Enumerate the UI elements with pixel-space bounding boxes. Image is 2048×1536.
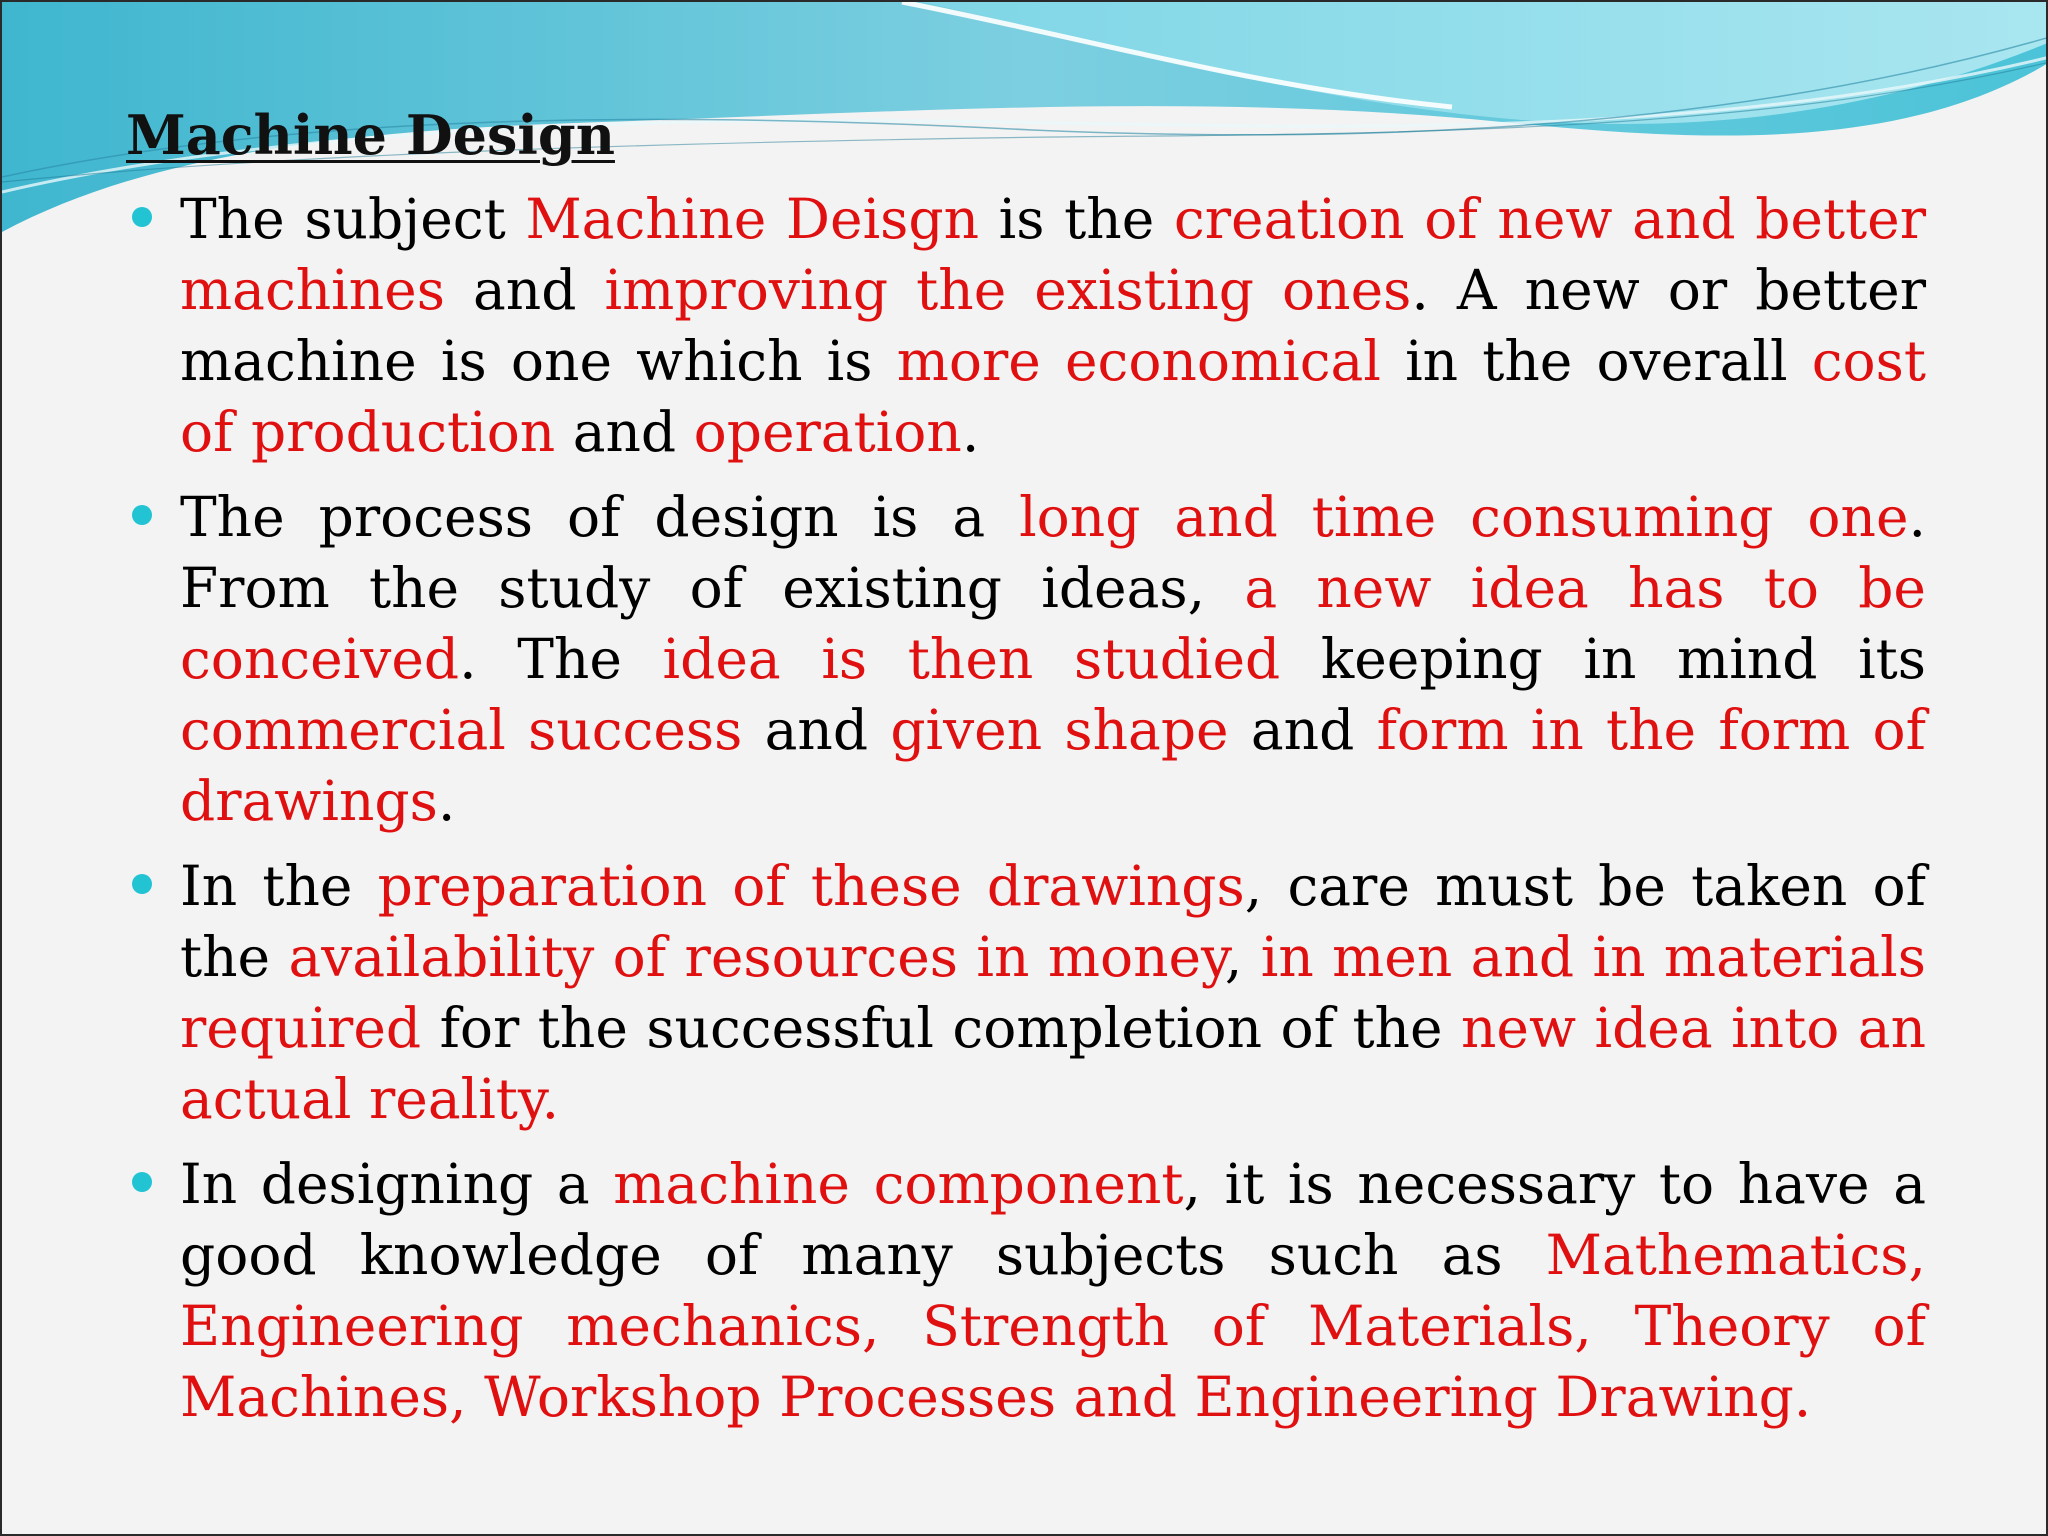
body-text: , care must be taken of the bbox=[180, 854, 1927, 989]
highlighted-text: availability of resources in money bbox=[288, 925, 1225, 989]
highlighted-text: Mathematics, Engineering mechanics, Strength of Materials, Theory of Machines, Workshop Processes and Engineering Drawing. bbox=[180, 1223, 1926, 1429]
highlighted-text: improving the existing ones bbox=[604, 258, 1412, 322]
highlighted-text: cost of production bbox=[180, 329, 1926, 464]
highlighted-text: creation of new and better machines bbox=[180, 187, 1926, 322]
highlighted-text: a new idea has to be conceived bbox=[180, 556, 1926, 691]
highlighted-text: Machine Deisgn bbox=[525, 187, 980, 251]
bullet-item bbox=[126, 184, 1926, 468]
highlighted-text: given shape bbox=[890, 698, 1229, 762]
highlighted-text: preparation of these drawings bbox=[377, 854, 1245, 918]
body-text: keeping in mind its bbox=[1280, 627, 1926, 691]
highlighted-text: long and time consuming one bbox=[1019, 485, 1909, 549]
highlighted-text: form in the form of drawings bbox=[180, 698, 1926, 833]
body-text: . A new or better machine is one which is bbox=[180, 258, 1926, 393]
bullet-item bbox=[126, 1149, 1926, 1433]
slide-content bbox=[126, 100, 1926, 1447]
body-text: , bbox=[1224, 925, 1261, 989]
body-text: . The bbox=[459, 627, 663, 691]
body-text: in the overall bbox=[1380, 329, 1812, 393]
slide-title: Machine Design bbox=[126, 103, 615, 167]
body-text: and bbox=[1228, 698, 1377, 762]
highlighted-text: more economical bbox=[896, 329, 1381, 393]
highlighted-text: machine component bbox=[613, 1152, 1184, 1216]
body-text: for the successful completion of the bbox=[421, 996, 1461, 1060]
body-text: . bbox=[437, 769, 456, 833]
body-text: The process of design is a bbox=[180, 485, 1020, 549]
highlighted-text: idea is then studied bbox=[662, 627, 1281, 691]
bullet-dot-icon bbox=[132, 874, 152, 894]
bullet-dot-icon bbox=[132, 1172, 152, 1192]
highlighted-text: new idea into an actual reality. bbox=[180, 996, 1926, 1131]
bullet-list bbox=[126, 184, 1926, 1433]
body-text: and bbox=[742, 698, 891, 762]
highlighted-text: commercial success bbox=[180, 698, 743, 762]
body-text: and bbox=[444, 258, 605, 322]
body-text: In the bbox=[180, 854, 378, 918]
bullet-item bbox=[126, 482, 1926, 837]
body-text: , it is necessary to have a good knowledge of many subjects such as bbox=[180, 1152, 1927, 1287]
highlighted-text: operation bbox=[693, 400, 962, 464]
bullet-dot-icon bbox=[132, 207, 152, 227]
body-text: is the bbox=[979, 187, 1174, 251]
body-text: . bbox=[961, 400, 980, 464]
body-text: . From the study of existing ideas, bbox=[180, 485, 1926, 620]
body-text: and bbox=[555, 400, 694, 464]
body-text: In designing a bbox=[180, 1152, 614, 1216]
bullet-dot-icon bbox=[132, 505, 152, 525]
bullet-item bbox=[126, 851, 1926, 1135]
body-text: The subject bbox=[180, 187, 526, 251]
highlighted-text: in men and in materials required bbox=[180, 925, 1927, 1060]
